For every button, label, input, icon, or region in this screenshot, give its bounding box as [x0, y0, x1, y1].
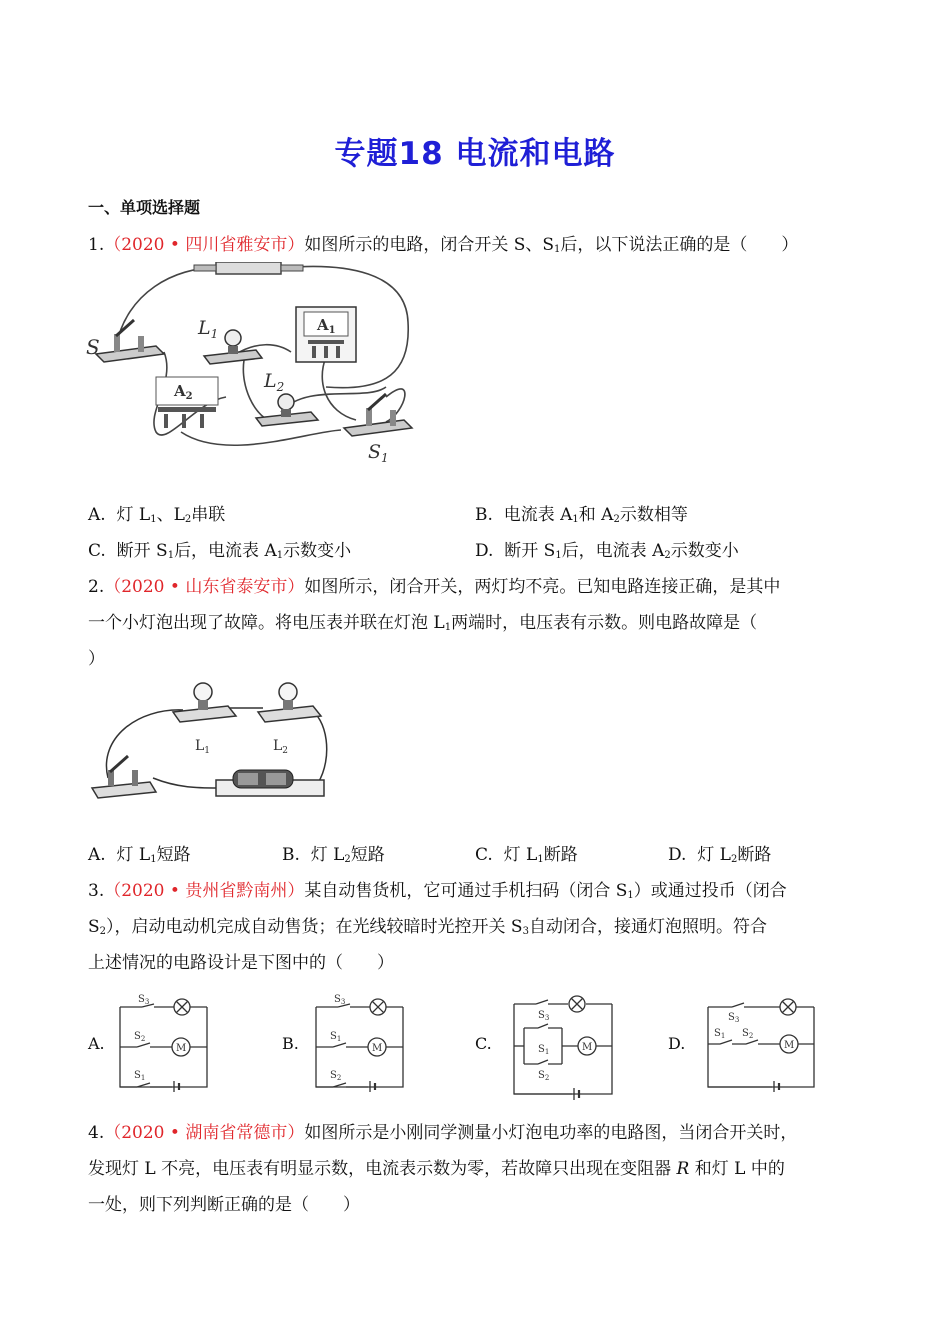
svg-text:S2: $S_2$ — [538, 1070, 550, 1082]
svg-text:S2: $S_2$ — [134, 1031, 146, 1043]
question-3-stem-line-1: 3.（2020 • 贵州省黔南州）某自动售货机，它可通过手机扫码（闭合 $S_1$）或通过投币（闭合 — [88, 881, 787, 901]
q2-option-c[interactable]: C. 灯 $L_1$断路 — [475, 845, 578, 865]
svg-text:S3: $S_3$ — [138, 994, 150, 1006]
svg-text:M: M — [784, 1040, 795, 1051]
question-1-stem: 1.（2020 • 四川省雅安市）如图所示的电路，闭合开关 S、$S_1$后，以下说法正确的是（ ） — [88, 235, 799, 255]
svg-text:L2: $L_2$ — [264, 370, 285, 394]
q2-option-a[interactable]: A. 灯 $L_1$短路 — [88, 845, 191, 865]
svg-text:S: S — [86, 335, 100, 359]
question-number: 1. — [88, 235, 105, 255]
section-heading: 一、单项选择题 — [88, 198, 201, 217]
svg-text:S1: $S_1$ — [368, 441, 389, 465]
svg-text:S1: $S_1$ — [538, 1044, 550, 1056]
svg-text:M: M — [372, 1043, 383, 1054]
svg-text:L1: $L_1$ — [198, 317, 219, 341]
question-2-stem-line-3: ） — [88, 649, 105, 669]
svg-text:S1: $S_1$ — [134, 1070, 146, 1082]
svg-text:A1: $A_1$ — [317, 316, 336, 336]
question-number: 3. — [88, 881, 105, 901]
svg-text:M: M — [176, 1043, 187, 1054]
q2-option-d[interactable]: D. 灯 $L_2$断路 — [668, 845, 772, 865]
q3-circuit-d — [702, 992, 820, 1092]
svg-text:S3: $S_3$ — [538, 1010, 550, 1022]
svg-text:L2: $L_2$ — [273, 738, 289, 756]
svg-text:S3: $S_3$ — [728, 1012, 740, 1024]
svg-text:S1: $S_1$ — [330, 1031, 342, 1043]
q1-option-c[interactable]: C. 断开 $S_1$后，电流表 $A_1$示数变小 — [88, 541, 352, 561]
question-3-stem-line-2: $S_2$），启动电动机完成自动售货；在光线较暗时光控开关 $S_3$自动闭合，接通灯泡照明。符合 — [88, 917, 767, 937]
question-2-stem-line-2: 一个小灯泡出现了故障。将电压表并联在灯泡 $L_1$两端时，电压表有示数。则电路故障是（ — [88, 613, 758, 633]
q1-option-d[interactable]: D. 断开 $S_1$后，电流表 $A_2$示数变小 — [475, 541, 739, 561]
question-number: 2. — [88, 577, 105, 597]
question-4-stem-line-3: 一处，则下列判断正确的是（ ） — [88, 1195, 360, 1215]
svg-text:S2: $S_2$ — [742, 1028, 754, 1040]
q3-option-c-label[interactable]: C. — [475, 1034, 492, 1053]
question-source: （2020 • 山东省泰安市） — [104, 577, 305, 597]
page-title: 专题18 电流和电路 — [334, 136, 616, 172]
question-2-circuit-figure — [88, 678, 338, 808]
svg-text:S1: $S_1$ — [714, 1028, 726, 1040]
svg-text:M: M — [582, 1042, 593, 1053]
q3-circuit-a — [112, 992, 212, 1092]
q2-option-b[interactable]: B. 灯 $L_2$短路 — [282, 845, 385, 865]
question-1-circuit-figure — [86, 262, 416, 472]
svg-text:S2: $S_2$ — [330, 1070, 342, 1082]
q3-circuit-c — [508, 986, 618, 1101]
q3-circuit-b — [308, 992, 408, 1092]
svg-text:A2: $A_2$ — [174, 382, 193, 402]
question-number: 4. — [88, 1123, 105, 1143]
q3-option-d-label[interactable]: D. — [668, 1034, 686, 1053]
question-4-stem-line-2: 发现灯 L 不亮，电压表有明显示数，电流表示数为零，若故障只出现在变阻器 R 和灯 L 中的 — [88, 1159, 785, 1179]
question-source: （2020 • 贵州省黔南州） — [104, 881, 305, 901]
svg-text:L1: $L_1$ — [195, 738, 211, 756]
question-source: （2020 • 湖南省常德市） — [104, 1123, 305, 1143]
q1-option-a[interactable]: A. 灯 $L_1$、$L_2$串联 — [88, 505, 226, 525]
question-3-stem-line-3: 上述情况的电路设计是下图中的（ ） — [88, 953, 394, 973]
question-source: （2020 • 四川省雅安市） — [104, 235, 305, 255]
question-2-stem-line-1: 2.（2020 • 山东省泰安市）如图所示，闭合开关，两灯均不亮。已知电路连接正确，是其中 — [88, 577, 781, 597]
question-4-stem-line-1: 4.（2020 • 湖南省常德市）如图所示是小刚同学测量小灯泡电功率的电路图，当闭合开关时， — [88, 1123, 798, 1143]
q1-option-b[interactable]: B. 电流表 $A_1$和 $A_2$示数相等 — [475, 505, 688, 525]
q3-option-a-label[interactable]: A. — [88, 1034, 105, 1053]
svg-text:S3: $S_3$ — [334, 994, 346, 1006]
q3-option-b-label[interactable]: B. — [282, 1034, 299, 1053]
